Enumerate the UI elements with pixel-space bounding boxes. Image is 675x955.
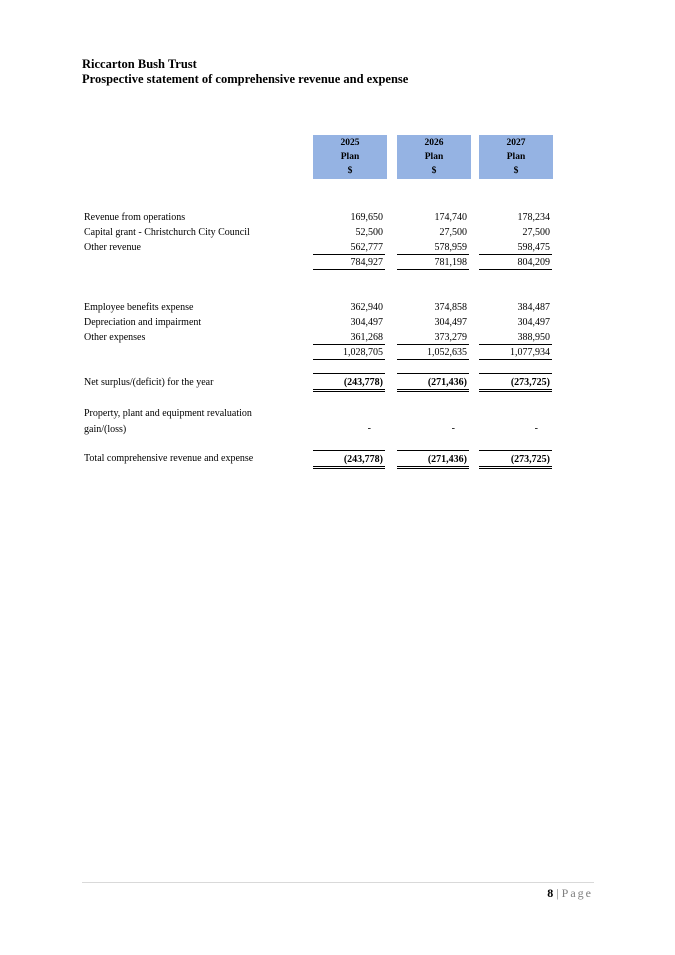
net-surplus-value: (271,436) [397,373,469,392]
revenue-total: 781,198 [397,256,469,270]
total-comprehensive-value: (271,436) [397,450,469,469]
revenue-total: 804,209 [479,256,552,270]
column-header-2025 [313,135,387,179]
revaluation-value: - [534,423,538,434]
cell-value: 578,959 [397,241,469,255]
cell-value: 374,858 [434,302,467,313]
column-header-2026 [397,135,471,179]
cell-value: 304,497 [350,317,383,328]
expenses-total: 1,028,705 [313,346,385,360]
cell-value: 362,940 [350,302,383,313]
page-number: 8 [547,886,554,900]
row-label-revenue-operations: Revenue from operations [84,212,186,223]
cell-value: 361,268 [313,331,385,345]
cell-value: 388,950 [479,331,552,345]
row-label-employee-benefits: Employee benefits expense [84,302,194,313]
column-year: 2026 [424,138,444,148]
statement-title: Prospective statement of comprehensive revenue and expense [82,72,409,86]
cell-value: 174,740 [434,212,467,223]
net-surplus-value: (273,725) [479,373,552,392]
revaluation-value: - [451,423,455,434]
column-unit: $ [347,166,353,176]
expenses-total: 1,052,635 [397,346,469,360]
column-year: 2027 [506,138,526,148]
expenses-total: 1,077,934 [479,346,552,360]
column-unit: $ [431,166,437,176]
cell-value: 169,650 [350,212,383,223]
total-comprehensive-value: (243,778) [313,450,385,469]
cell-value: 27,500 [439,227,467,238]
column-year: 2025 [340,138,360,148]
revenue-total: 784,927 [313,256,385,270]
column-type: Plan [424,152,444,162]
column-unit: $ [513,166,519,176]
cell-value: 27,500 [522,227,550,238]
row-label-capital-grant: Capital grant - Christchurch City Council [84,227,250,238]
cell-value: 598,475 [479,241,552,255]
column-type: Plan [506,152,526,162]
cell-value: 178,234 [517,212,550,223]
row-label-revaluation-line1: Property, plant and equipment revaluation [84,408,252,419]
row-label-other-expenses: Other expenses [84,332,146,343]
total-comprehensive-value: (273,725) [479,450,552,469]
cell-value: 304,497 [434,317,467,328]
cell-value: 562,777 [313,241,385,255]
column-header-2027 [479,135,553,179]
footer-separator: | [556,886,559,900]
organization-title: Riccarton Bush Trust [82,57,197,71]
page-word: Page [561,886,593,900]
column-type: Plan [340,152,360,162]
revaluation-value: - [367,423,371,434]
cell-value: 52,500 [355,227,383,238]
footer-divider [82,882,594,883]
net-surplus-value: (243,778) [313,373,385,392]
row-label-total-comprehensive: Total comprehensive revenue and expense [84,453,254,464]
row-label-other-revenue: Other revenue [84,242,141,253]
cell-value: 384,487 [517,302,550,313]
cell-value: 373,279 [397,331,469,345]
page-footer [547,886,593,901]
row-label-net-surplus: Net surplus/(deficit) for the year [84,377,214,388]
row-label-revaluation-line2: gain/(loss) [84,424,127,435]
cell-value: 304,497 [517,317,550,328]
row-label-depreciation: Depreciation and impairment [84,317,202,328]
